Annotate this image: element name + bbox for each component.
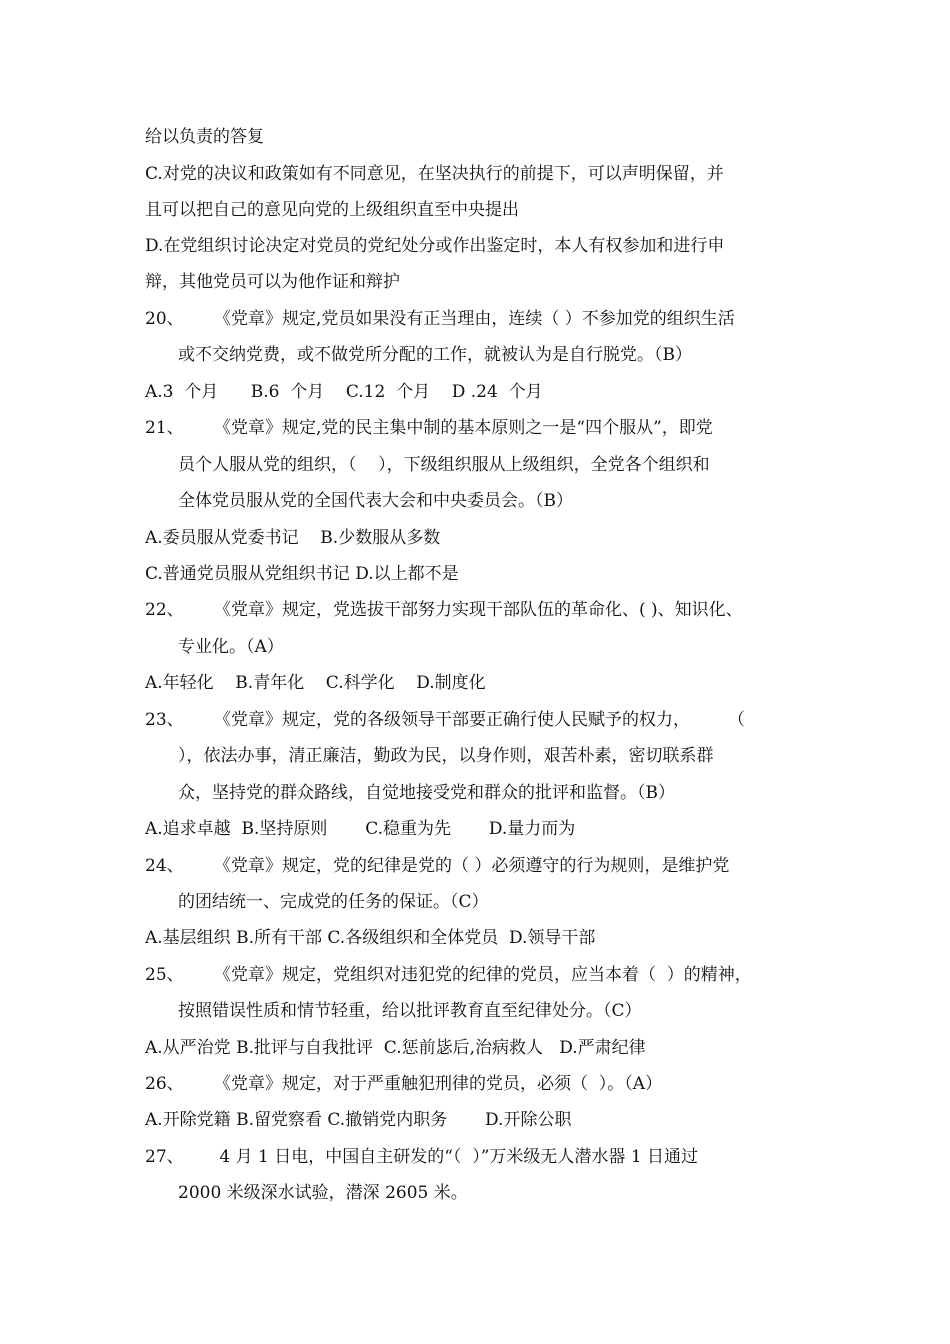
answer-options: A.开除党籍 B.留党察看 C.撤销党内职务 D.开除公职 [145, 1110, 572, 1130]
text-line: C.对党的决议和政策如有不同意见，在坚决执行的前提下，可以声明保留，并 [145, 164, 724, 184]
question-text: 《党章》规定，党的各级领导干部要正确行使人民赋予的权力， （ [214, 710, 745, 730]
text-line: D.在党组织讨论决定对党员的党纪处分或作出鉴定时，本人有权参加和进行申 [145, 236, 725, 256]
question-continuation: 的团结统一、完成党的任务的保证。（C） [178, 892, 489, 912]
question-number: 25、 [145, 965, 184, 985]
question-number: 21、 [145, 418, 184, 438]
answer-options: C.普通党员服从党组织书记 D.以上都不是 [145, 564, 459, 584]
question-number: 20、 [145, 309, 184, 329]
answer-options: A.3 个月 B.6 个月 C.12 个月 D .24 个月 [145, 382, 543, 402]
question-number: 22、 [145, 600, 184, 620]
question-continuation: 全体党员服从党的全国代表大会和中央委员会。（B） [178, 491, 573, 511]
question-continuation: 按照错误性质和情节轻重，给以批评教育直至纪律处分。（C） [178, 1001, 642, 1021]
question-continuation: 或不交纳党费，或不做党所分配的工作，就被认为是自行脱党。（B） [178, 345, 692, 365]
question-number: 24、 [145, 856, 184, 876]
answer-options: A.基层组织 B.所有干部 C.各级组织和全体党员 D.领导干部 [145, 928, 596, 948]
question-text: 《党章》规定,党的民主集中制的基本原则之一是“四个服从”，即党 [214, 418, 713, 438]
question-text: 《党章》规定，党组织对违犯党的纪律的党员，应当本着（ ）的精神， [214, 965, 752, 985]
question-text: 《党章》规定,党员如果没有正当理由，连续（ ）不参加党的组织生活 [214, 309, 735, 329]
question-text: 《党章》规定，党的纪律是党的（ ）必须遵守的行为规则，是维护党 [214, 856, 730, 876]
answer-options: A.年轻化 B.青年化 C.科学化 D.制度化 [145, 673, 486, 693]
question-continuation: ），依法办事，清正廉洁，勤政为民，以身作则，艰苦朴素，密切联系群 [178, 746, 714, 766]
text-line: 辩，其他党员可以为他作证和辩护 [145, 272, 400, 292]
question-text: 4 月 1 日电，中国自主研发的“（ ）”万米级无人潜水器 1 日通过 [214, 1147, 699, 1167]
question-continuation: 2000 米级深水试验，潜深 2605 米。 [178, 1183, 468, 1203]
question-continuation: 众，坚持党的群众路线，自觉地接受党和群众的批评和监督。（B） [178, 783, 675, 803]
question-number: 26、 [145, 1074, 184, 1094]
question-number: 27、 [145, 1147, 184, 1167]
question-text: 《党章》规定，党选拔干部努力实现干部队伍的革命化、( )、知识化、 [214, 600, 743, 620]
answer-options: A.从严治党 B.批评与自我批评 C.惩前毖后,治病救人 D.严肃纪律 [145, 1038, 646, 1058]
question-continuation: 专业化。（A） [178, 637, 284, 657]
question-continuation: 员个人服从党的组织，（ ），下级组织服从上级组织，全党各个组织和 [178, 455, 710, 475]
answer-options: A.追求卓越 B.坚持原则 C.稳重为先 D.量力而为 [145, 819, 576, 839]
text-line: 且可以把自己的意见向党的上级组织直至中央提出 [145, 200, 519, 220]
text-line: 给以负责的答复 [145, 127, 264, 147]
question-number: 23、 [145, 710, 184, 730]
answer-options: A.委员服从党委书记 B.少数服从多数 [145, 528, 441, 548]
question-text: 《党章》规定，对于严重触犯刑律的党员，必须（ ）。（A） [214, 1074, 663, 1094]
